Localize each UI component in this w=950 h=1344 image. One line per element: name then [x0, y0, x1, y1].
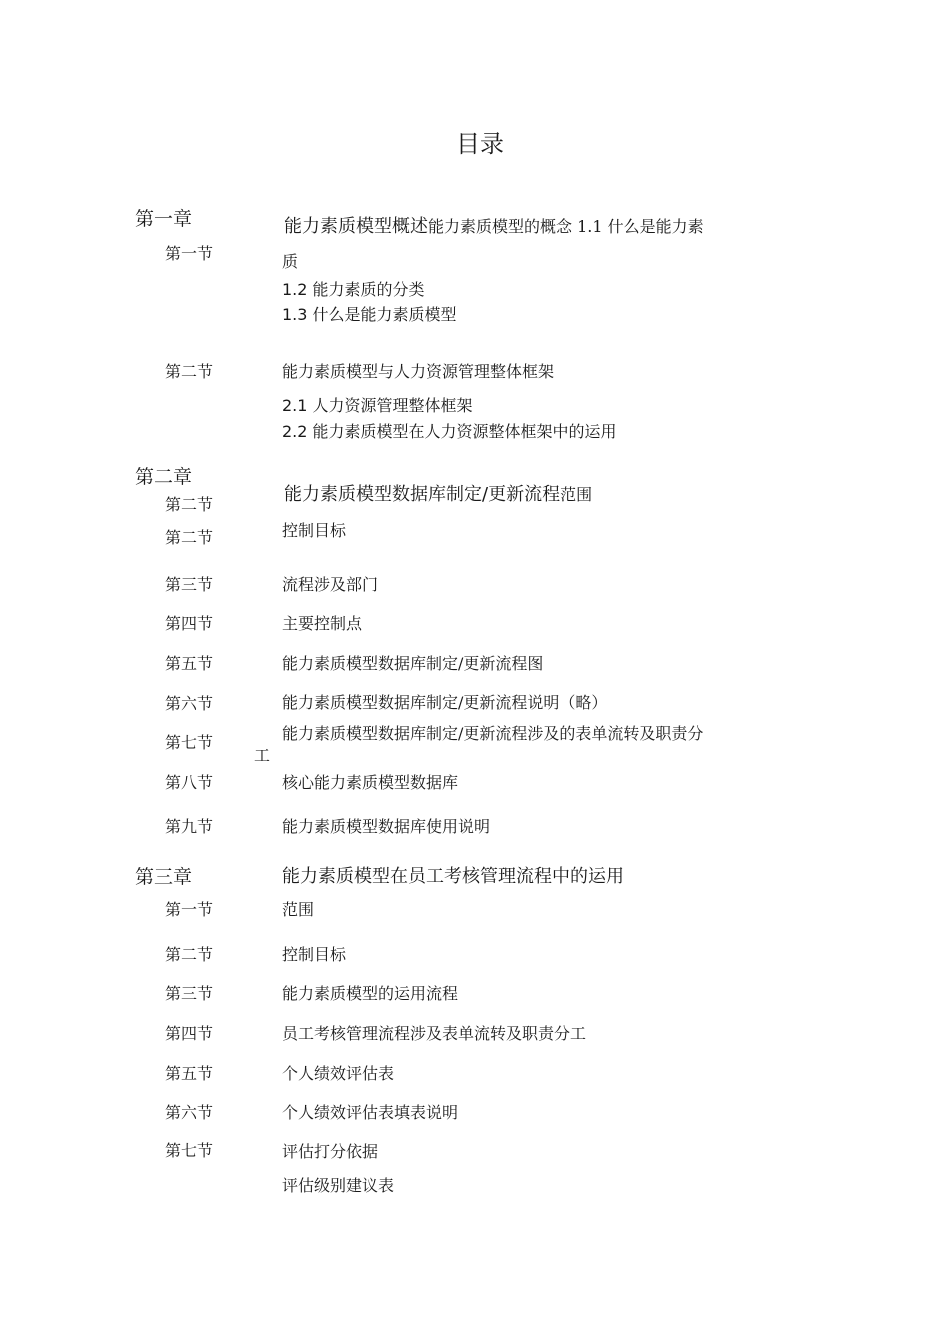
chapter2-section-title: 主要控制点: [282, 614, 363, 633]
chapter3-section-title: 评估打分依据: [282, 1142, 379, 1161]
chapter2-section-label: 第三节: [165, 575, 214, 594]
chapter1-title: 能力素质模型概述: [284, 216, 428, 237]
chapter1-section2-label: 第二节: [165, 362, 214, 381]
chapter3-title: 能力素质模型在员工考核管理流程中的运用: [282, 866, 624, 887]
chapter3-extra-item: 评估级别建议表: [282, 1176, 395, 1195]
chapter2-section1-title: 范围: [560, 485, 593, 504]
chapter2-section-label: 第七节: [165, 733, 214, 752]
chapter2-section-label: 第九节: [165, 817, 214, 836]
chapter3-section-label: 第七节: [165, 1141, 214, 1160]
toc-item-2-1: 2.1 人力资源管理整体框架: [282, 396, 473, 415]
chapter2-section-label: 第五节: [165, 654, 214, 673]
chapter2-section-title: 控制目标: [282, 521, 347, 540]
chapter3-section-label: 第一节: [165, 900, 214, 919]
chapter3-section-title: 控制目标: [282, 945, 347, 964]
toc-item-1-3: 1.3 什么是能力素质模型: [282, 305, 457, 324]
toc-title: 目录: [456, 130, 504, 158]
chapter1-section2-title: 能力素质模型与人力资源管理整体框架: [282, 362, 555, 381]
chapter2-section-label: 第二节: [165, 528, 214, 547]
chapter2-section-label: 第四节: [165, 614, 214, 633]
chapter2-section1-label: 第二节: [165, 495, 214, 514]
chapter1-label: 第一章: [135, 208, 193, 230]
chapter1-section1-text: 能力素质模型的概念 1.1 什么是能力素: [428, 217, 704, 236]
chapter1-section1-label: 第一节: [165, 244, 214, 263]
chapter1-section1-line2: 质: [282, 252, 299, 271]
chapter3-section-label: 第四节: [165, 1024, 214, 1043]
chapter3-section-label: 第二节: [165, 945, 214, 964]
chapter3-section-title: 个人绩效评估表填表说明: [282, 1103, 459, 1122]
chapter1-section1-line1: [284, 218, 704, 236]
chapter3-section-title: 员工考核管理流程涉及表单流转及职责分工: [282, 1024, 587, 1043]
chapter2-section-title: 能力素质模型数据库制定/更新流程涉及的表单流转及职责分: [282, 724, 704, 743]
chapter2-section-label: 第六节: [165, 694, 214, 713]
chapter3-section-label: 第六节: [165, 1103, 214, 1122]
chapter2-section-label: 第八节: [165, 773, 214, 792]
chapter2-section-title-tail: 工: [254, 746, 271, 765]
chapter3-label: 第三章: [135, 866, 193, 888]
chapter2-label: 第二章: [135, 466, 193, 488]
chapter2-section-title: 核心能力素质模型数据库: [282, 773, 459, 792]
chapter2-section-title: 能力素质模型数据库使用说明: [282, 817, 491, 836]
chapter3-section-title: 个人绩效评估表: [282, 1064, 395, 1083]
chapter2-section-title: 能力素质模型数据库制定/更新流程图: [282, 654, 544, 673]
chapter3-section-title: 范围: [282, 900, 315, 919]
toc-item-2-2: 2.2 能力素质模型在人力资源整体框架中的运用: [282, 422, 617, 441]
chapter3-section-label: 第五节: [165, 1064, 214, 1083]
chapter2-section-title: 能力素质模型数据库制定/更新流程说明（略）: [282, 693, 608, 712]
chapter3-section-title: 能力素质模型的运用流程: [282, 984, 459, 1003]
chapter2-title-line: [284, 486, 592, 504]
chapter2-title: 能力素质模型数据库制定/更新流程: [284, 484, 561, 505]
chapter2-section-title: 流程涉及部门: [282, 575, 379, 594]
toc-item-1-2: 1.2 能力素质的分类: [282, 280, 425, 299]
chapter3-section-label: 第三节: [165, 984, 214, 1003]
